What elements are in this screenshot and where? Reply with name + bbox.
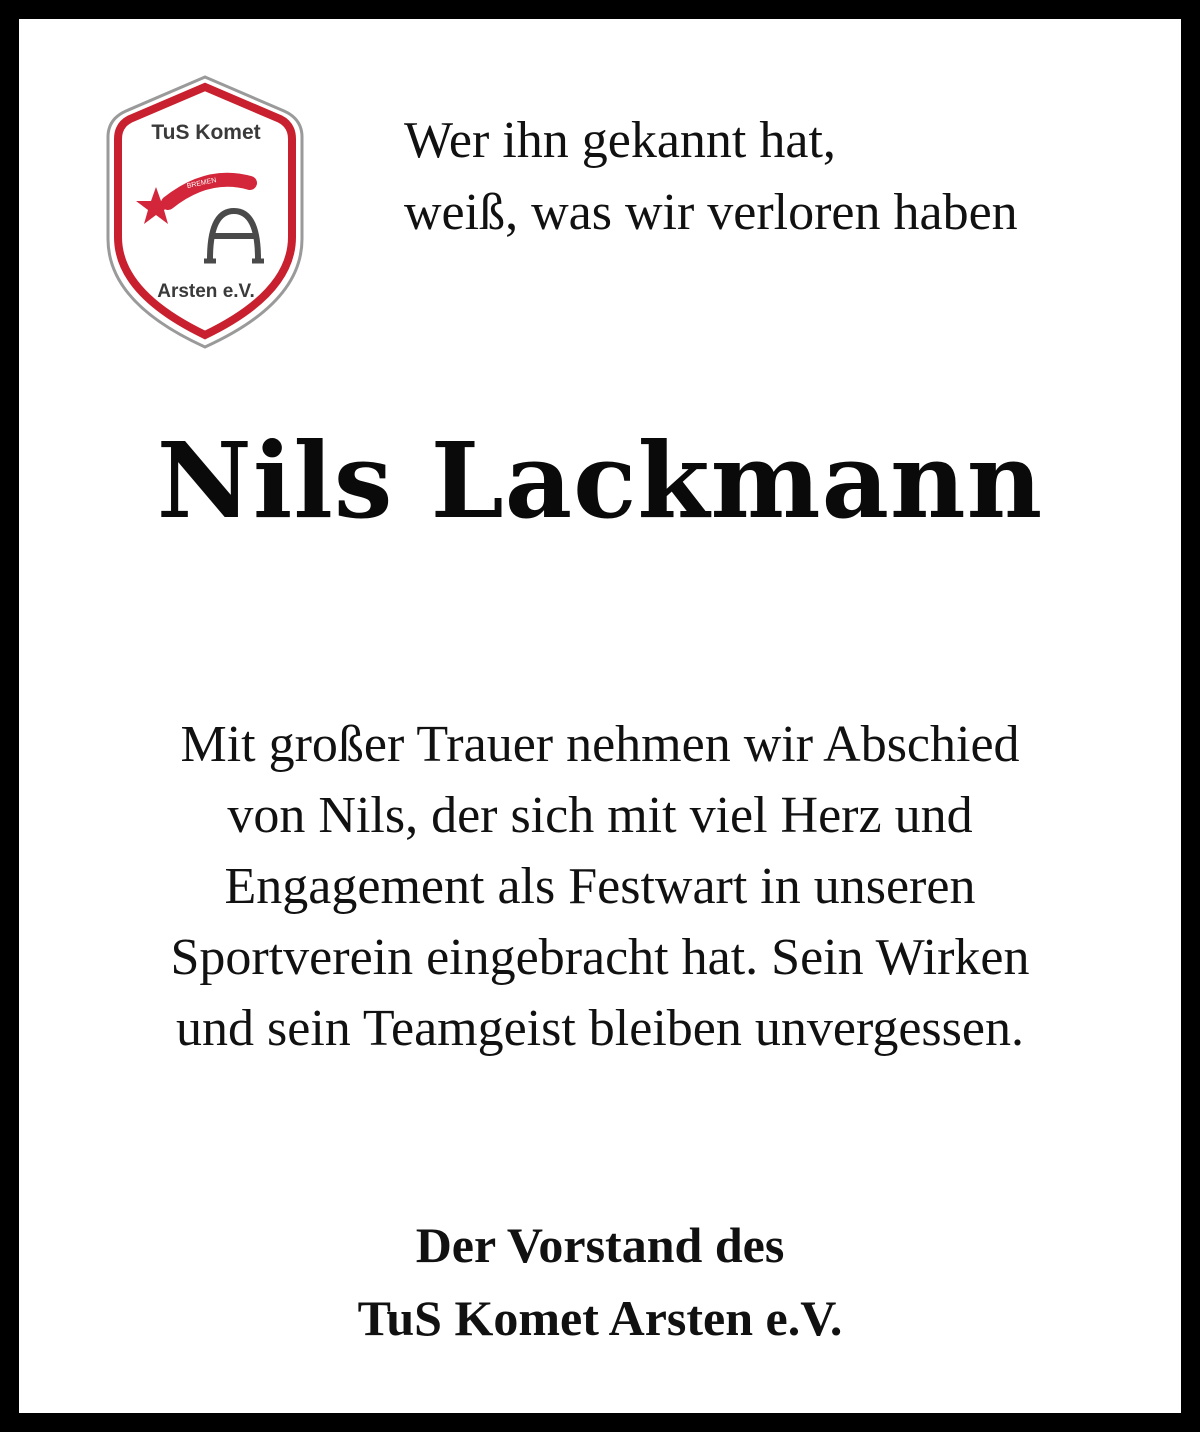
memorial-quote — [404, 105, 1164, 249]
obituary-notice — [19, 19, 1181, 1413]
message-line: Sportverein eingebracht hat. Sein Wirken — [170, 929, 1030, 986]
quote-line-2: weiß, was wir verloren haben — [404, 184, 1018, 241]
deceased-name: Nils Lackmann — [156, 419, 1044, 542]
message-line: und sein Teamgeist bleiben unvergessen. — [176, 1000, 1024, 1057]
condolence-message — [19, 709, 1181, 1064]
crest-banner-text: BREMEN — [186, 176, 218, 191]
crest-top-text: TuS Komet — [151, 121, 261, 144]
club-crest-logo — [98, 71, 312, 351]
message-line: Engagement als Festwart in unseren — [224, 858, 976, 915]
crest-bottom-text: Arsten e.V. — [157, 281, 255, 302]
signature-block — [19, 1209, 1181, 1355]
signature-line-1: Der Vorstand des — [415, 1217, 785, 1273]
signature-line-2: TuS Komet Arsten e.V. — [357, 1290, 843, 1346]
message-line: Mit großer Trauer nehmen wir Abschied — [180, 716, 1020, 773]
quote-line-1: Wer ihn gekannt hat, — [404, 112, 836, 169]
message-line: von Nils, der sich mit viel Herz und — [227, 787, 973, 844]
